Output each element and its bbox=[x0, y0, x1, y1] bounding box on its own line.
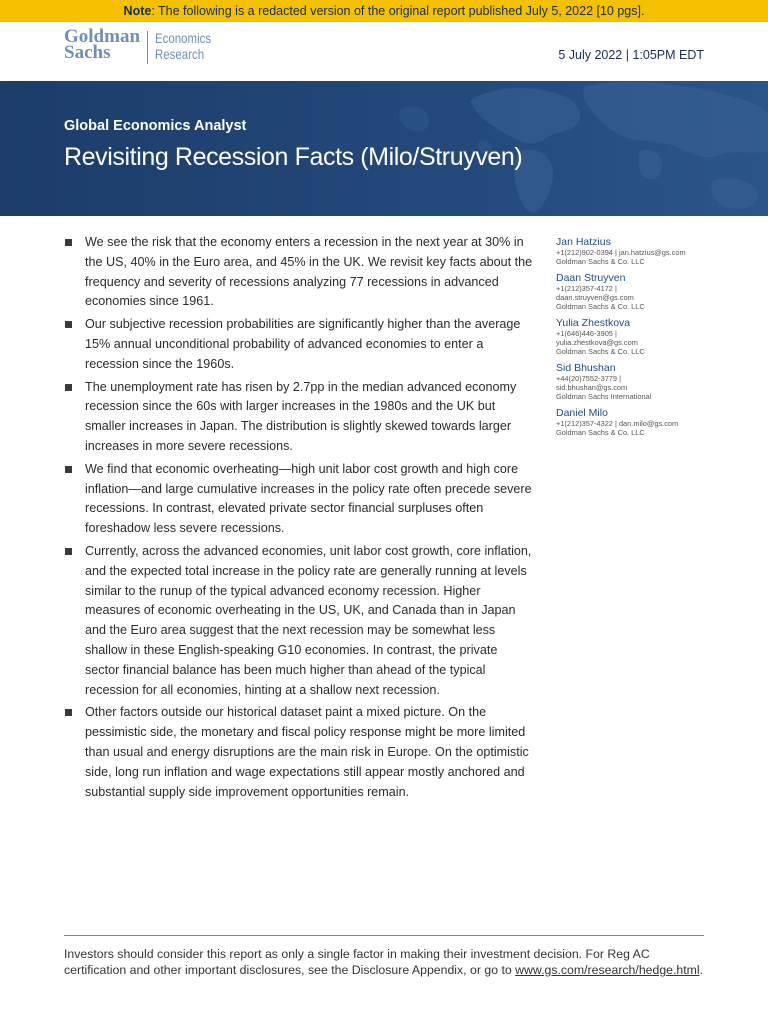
author-card bbox=[556, 272, 716, 311]
author-contact[interactable]: +1(212)902-0394 | jan.hatzius@gs.com bbox=[556, 248, 686, 257]
key-point bbox=[64, 315, 534, 374]
footer-text: Investors should consider this report as only a single factor in making their investment decision. For Reg AC certification and other important disclosures, see the Disclosure Appendix, or go to bbox=[64, 947, 650, 977]
author-name: Yulia Zhestkova bbox=[556, 317, 631, 329]
author-name: Daan Struyven bbox=[556, 272, 626, 284]
footer-end: . bbox=[699, 963, 704, 977]
author-name: Sid Bhushan bbox=[556, 362, 616, 374]
redaction-notice-bar bbox=[0, 0, 768, 22]
author-card bbox=[556, 317, 716, 356]
logo-brand bbox=[64, 26, 146, 63]
author-email[interactable]: daan.struyven@gs.com bbox=[556, 293, 634, 302]
square-bullet-icon bbox=[65, 709, 72, 716]
square-bullet-icon bbox=[65, 384, 72, 391]
footer-divider bbox=[64, 935, 704, 936]
author-contact[interactable]: +1(212)357-4322 | dan.milo@gs.com bbox=[556, 419, 679, 428]
logo-division bbox=[155, 30, 212, 62]
logo-brand-line1: Goldman bbox=[64, 26, 141, 47]
key-point-text: We see the risk that the economy enters a recession in the next year at 30% in the US, 40% in the Euro area, and 45% in the UK. We revisit key facts about the frequency and severity of recessions analyzing 77 recessions in advanced economies since 1961. bbox=[85, 235, 533, 309]
publication-date: 5 July 2022 | 1:05PM EDT bbox=[558, 48, 704, 62]
key-point-text: Currently, across the advanced economies, unit labor cost growth, core inflation, and the expected total increase in the policy rate are generally running at levels similar to the runup of the typical advanced economy recession. Higher measures of economic overheating in the US, UK, and Canada than in Japan and the Euro area suggest that the next recession may be somewhat less shallow in these English-speaking G10 economies. In contrast, the private sector financial balance has been much higher than ahead of the typical recession for all economies, hinting at a shallow next recession. bbox=[85, 543, 532, 697]
author-card bbox=[556, 236, 716, 266]
report-title: Revisiting Recession Facts (Milo/Struyven) bbox=[64, 143, 523, 171]
key-point-text: We find that economic overheating—high unit labor cost growth and high core inflation—and large cumulative increases in the policy rate often precede severe recessions. In contrast, elevated private sector financial surpluses often foreshadow less severe recessions. bbox=[85, 461, 532, 536]
author-name: Daniel Milo bbox=[556, 407, 608, 419]
author-phone: +1(212)357-4172 | bbox=[556, 284, 617, 293]
notice-label: Note bbox=[123, 4, 152, 18]
key-point-text: Our subjective recession probabilities are significantly higher than the average 15% annual unconditional probability of advanced economies to enter a recession since the 1960s. bbox=[85, 317, 521, 371]
logo-division-line2: Research bbox=[155, 46, 205, 62]
author-email[interactable]: sid.bhushan@gs.com bbox=[556, 383, 628, 392]
author-email[interactable]: yulia.zhestkova@gs.com bbox=[556, 338, 638, 347]
author-firm: Goldman Sachs & Co. LLC bbox=[556, 347, 645, 356]
title-banner bbox=[0, 81, 768, 216]
square-bullet-icon bbox=[65, 466, 72, 473]
author-firm: Goldman Sachs & Co. LLC bbox=[556, 257, 645, 266]
key-point bbox=[64, 460, 534, 539]
key-point bbox=[64, 378, 534, 457]
key-point-text: Other factors outside our historical dataset paint a mixed picture. On the pessimistic side, the monetary and fiscal policy response might be more limited than usual and energy disruptions are the main risk in Europe. On the optimistic side, long run inflation and wage expectations still appear mostly anchored and substantial supply side improvement opportunities remain. bbox=[85, 705, 529, 799]
key-point bbox=[64, 233, 534, 312]
author-name: Jan Hatzius bbox=[556, 236, 611, 248]
disclosure-footer bbox=[64, 946, 704, 978]
key-point-text: The unemployment rate has risen by 2.7pp in the median advanced economy recession since the 60s with larger increases in the 1980s and the UK but smaller increases in Japan. The distribution is slightly skewed towards larger increases in more severe recessions. bbox=[85, 379, 517, 453]
author-phone: +44(20)7552-3779 | bbox=[556, 374, 621, 383]
author-card bbox=[556, 362, 716, 401]
logo-divider bbox=[147, 31, 148, 64]
report-series: Global Economics Analyst bbox=[64, 118, 247, 134]
author-list bbox=[556, 236, 716, 443]
key-point bbox=[64, 703, 534, 802]
square-bullet-icon bbox=[65, 548, 72, 555]
author-firm: Goldman Sachs & Co. LLC bbox=[556, 428, 645, 437]
logo-brand-line2: Sachs bbox=[64, 42, 111, 63]
author-phone: +1(646)446-3905 | bbox=[556, 329, 617, 338]
author-card bbox=[556, 407, 716, 437]
author-firm: Goldman Sachs International bbox=[556, 392, 652, 401]
square-bullet-icon bbox=[65, 239, 72, 246]
notice-text: : The following is a redacted version of the original report published July 5, 2022 [10 pgs]. bbox=[151, 4, 645, 18]
disclosure-link[interactable]: www.gs.com/research/hedge.html bbox=[515, 963, 700, 977]
logo-division-line1: Economics bbox=[155, 30, 212, 46]
key-points-list bbox=[64, 233, 534, 805]
key-point bbox=[64, 542, 534, 700]
square-bullet-icon bbox=[65, 321, 72, 328]
author-firm: Goldman Sachs & Co. LLC bbox=[556, 302, 645, 311]
